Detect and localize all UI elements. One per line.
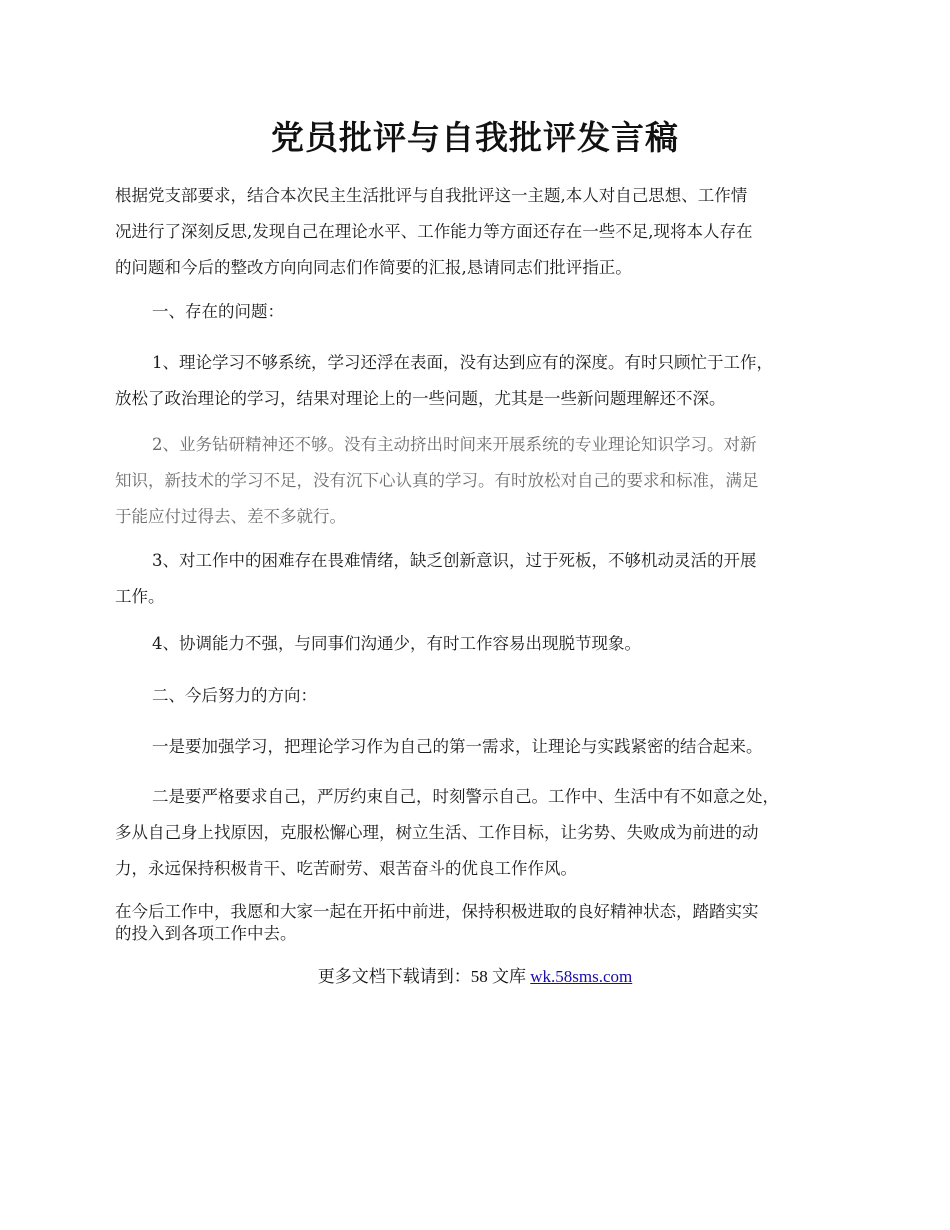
intro-paragraph (115, 178, 843, 286)
intro-line: 的问题和今后的整改方向向同志们作简要的汇报,恳请同志们批评指正。 (115, 258, 632, 277)
problem-2-line: 2、业务钻研精神还不够。没有主动挤出时间来开展系统的专业理论知识学习。对新 (152, 435, 757, 454)
intro-line: 况进行了深刻反思,发现自己在理论水平、工作能力等方面还存在一些不足,现将本人存在 (115, 222, 753, 241)
download-footer (0, 962, 950, 987)
closing-paragraph (115, 901, 843, 945)
direction-2-line: 多从自己身上找原因，克服松懈心理，树立生活、工作目标，让劣势、失败成为前进的动 (115, 823, 759, 842)
problem-1-line: 1、理论学习不够系统，学习还浮在表面，没有达到应有的深度。有时只顾忙于工作， (152, 353, 773, 372)
direction-2-line: 力，永远保持积极肯干、吃苦耐劳、艰苦奋斗的优良工作作风。 (115, 859, 577, 878)
problem-2-line: 知识，新技术的学习不足，没有沉下心认真的学习。有时放松对自己的要求和标准，满足 (115, 471, 759, 490)
direction-1-paragraph: 一是要加强学习，把理论学习作为自己的第一需求，让理论与实践紧密的结合起来。 (152, 737, 763, 756)
problem-3-line: 工作。 (115, 587, 165, 606)
problem-3-line: 3、对工作中的困难存在畏难情绪，缺乏创新意识，过于死板，不够机动灵活的开展 (152, 551, 757, 570)
problem-2-line: 于能应付过得去、差不多就行。 (115, 507, 346, 526)
footer-text: 更多文档下载请到：58 文库 (317, 967, 531, 986)
closing-line: 的投入到各项工作中去。 (115, 924, 297, 943)
problem-4-paragraph: 4、协调能力不强，与同事们沟通少，有时工作容易出现脱节现象。 (152, 634, 641, 653)
page-title: 党员批评与自我批评发言稿 (271, 118, 679, 157)
intro-line: 根据党支部要求，结合本次民主生活批评与自我批评这一主题,本人对自己思想、工作情 (115, 186, 748, 205)
problem-1-line: 放松了政治理论的学习，结果对理论上的一些问题，尤其是一些新问题理解还不深。 (115, 389, 726, 408)
closing-line: 在今后工作中，我愿和大家一起在开拓中前进，保持积极进取的良好精神状态，踏踏实实 (115, 902, 759, 921)
section2-heading: 二、今后努力的方向： (152, 686, 317, 705)
footer-download-link[interactable]: wk.58sms.com (530, 967, 633, 986)
problem-1-paragraph (115, 345, 843, 417)
direction-2-line: 二是要严格要求自己，严厉约束自己，时刻警示自己。工作中、生活中有不如意之处， (152, 787, 779, 806)
direction-2-paragraph (115, 779, 843, 887)
section1-heading: 一、存在的问题： (152, 302, 284, 321)
problem-3-paragraph (115, 543, 843, 615)
problem-2-paragraph (115, 427, 843, 535)
